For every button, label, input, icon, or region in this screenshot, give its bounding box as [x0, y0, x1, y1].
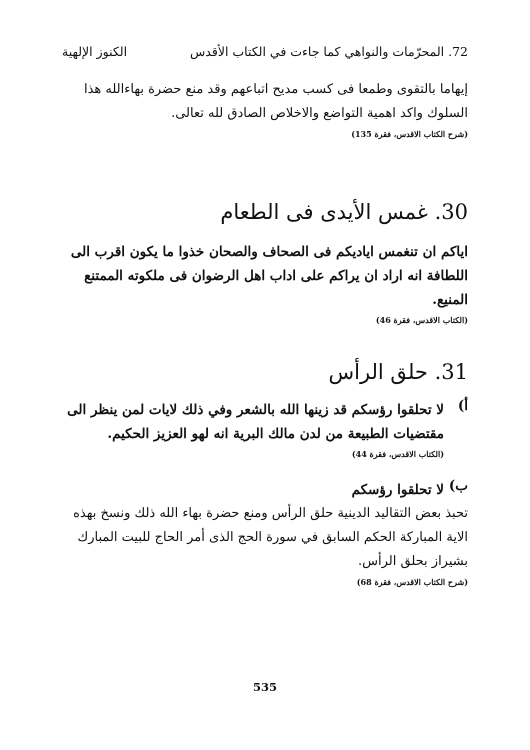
- section-31-item-a: [56, 398, 468, 460]
- section-30-heading: [220, 200, 468, 224]
- item-a-text: لا تحلقوا رؤسكم قد زينها الله بالشعر وفي ذلك لايات لمن ينظر الى مقتضيات الطبيعة من لدن مالك البرية انه لهو العزيز الحكيم.: [67, 402, 444, 442]
- section-30-title: غمس الأيدى فى الطعام: [220, 200, 428, 224]
- section-31-title: حلق الرأس: [328, 360, 428, 384]
- running-header-book-title: الكنوز الإلهية: [62, 44, 128, 59]
- section-30-text: اياكم ان تنغمس اياديكم فى الصحاف والصحان خذوا ما يكون اقرب الى اللطافة انه اراد ان يراكم على اداب اهل الرضوان فى ملكوته الممتنع المنيع.: [70, 244, 468, 308]
- section-30-body: [68, 240, 468, 326]
- item-a-citation: (الكتاب الاقدس، فقرة 44): [351, 449, 444, 459]
- item-b-heading: لا تحلقوا رؤسكم: [351, 482, 444, 498]
- running-header-chapter: 72. المحرّمات والنواهي كما جاءت في الكتاب الأقدس: [190, 44, 468, 59]
- section-30-number: 30.: [434, 200, 468, 224]
- section-30-citation: (الكتاب الاقدس، فقرة 46): [375, 315, 468, 325]
- intro-paragraph-block: [68, 78, 468, 140]
- section-31-number: 31.: [434, 360, 468, 384]
- item-b-text: تحبذ بعض التقاليد الدينية حلق الرأس ومنع حضرة بهاء الله ذلك ونسخ بهذه الاية المباركة الحكم السابق في سورة الحج الذى أمر الحاج للبيت المبارك بشيراز بحلق الرأس.: [73, 506, 468, 569]
- item-b-citation: (شرح الكتاب الاقدس، فقرة 68): [356, 577, 468, 587]
- intro-citation: (شرح الكتاب الاقدس، فقرة 135): [351, 129, 468, 139]
- item-b-label: ب): [448, 478, 468, 494]
- section-31-heading: [328, 360, 468, 384]
- section-31-item-b: [56, 478, 468, 588]
- item-a-label: أ): [457, 398, 468, 414]
- intro-paragraph: إيهاما بالتقوى وطمعا فى كسب مديح اتباعهم وقد منع حضرة بهاءالله هذا السلوك واكد اهمية التواضع والاخلاص الصادق لله تعالى.: [83, 82, 468, 121]
- page-number: 535: [252, 680, 277, 694]
